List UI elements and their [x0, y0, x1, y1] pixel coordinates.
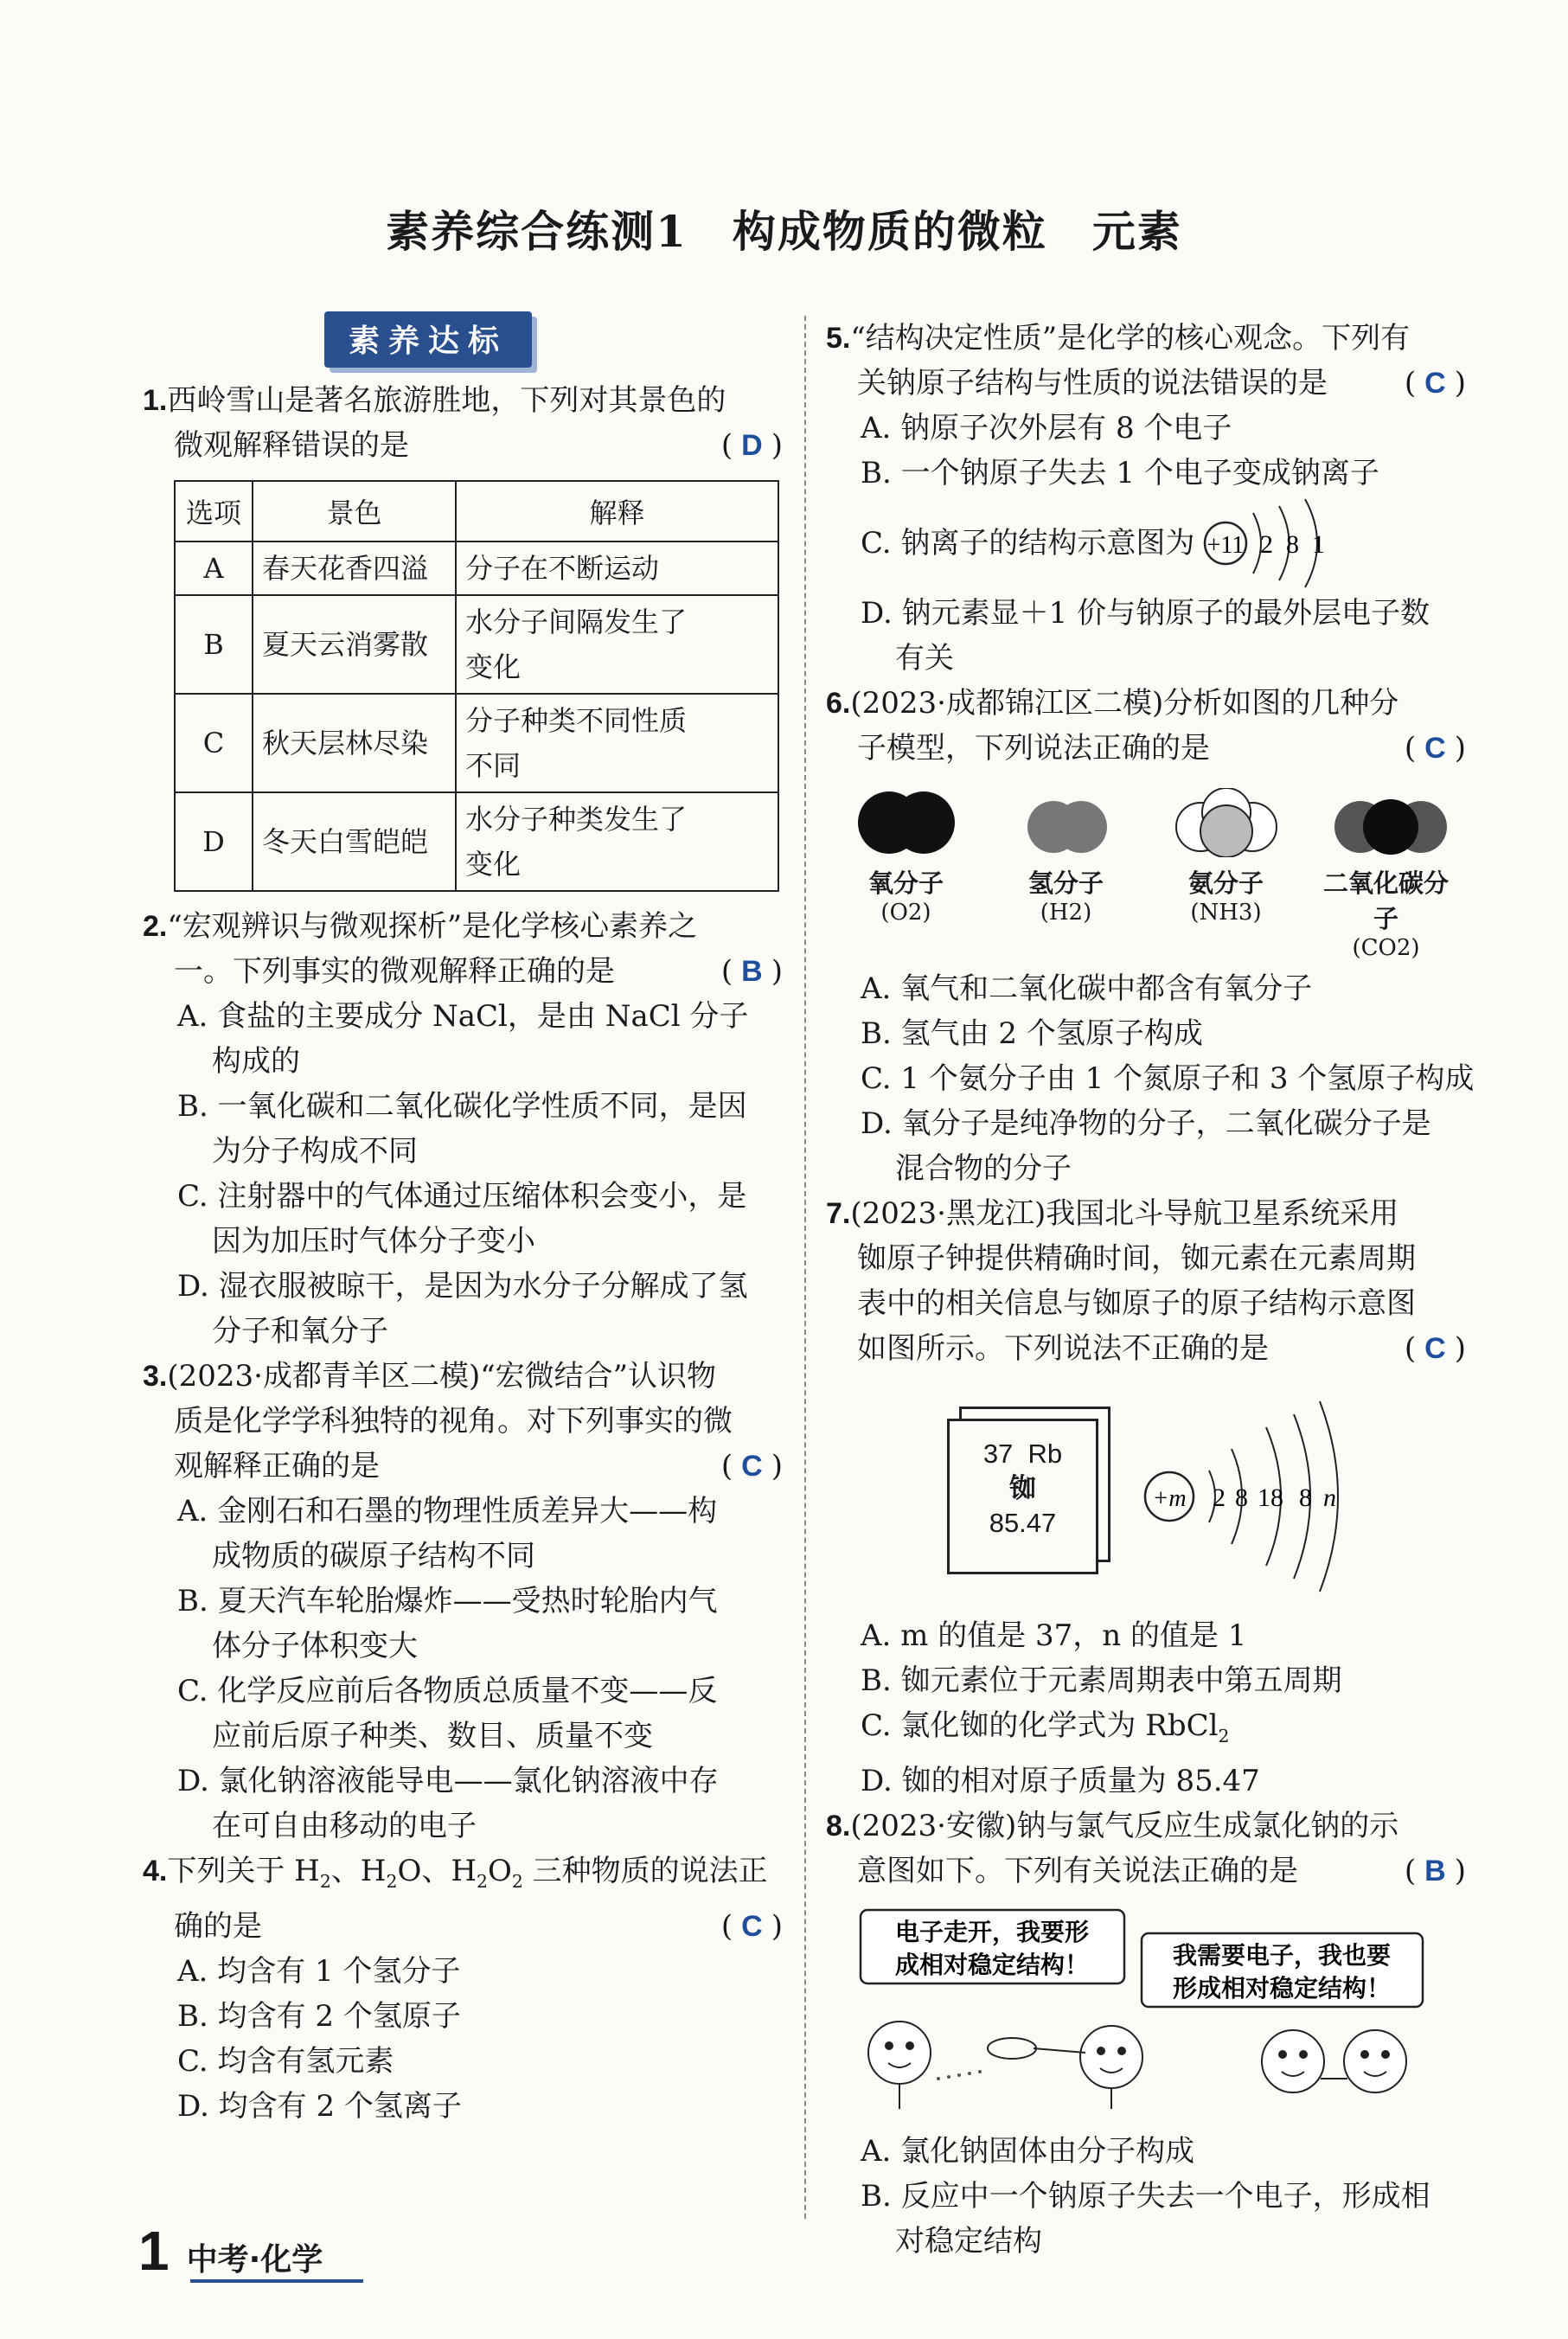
- question-2: 2.“宏观辨识与微观探析”是化学核心素养之 一。下列事实的微观解释正确的是 ( B ) A. 食盐的主要成分 NaCl，是由 NaCl 分子 构成的 B. 一氧化碳和二氧化碳化学性质不同，是因 为分子构成不同 C. 注射器中的气体通过压缩体积会变小，是 因为加压时气体分子变小 D. 湿衣服被晾干，是因为水分子分解成了氢 分子和氧分子: [143, 909, 783, 1349]
- q8-option-b: B. 反应中一个钠原子失去一个电子，形成相: [861, 2178, 1430, 2214]
- page-title: 素养综合练测1 构成物质的微粒 元素: [386, 206, 1182, 257]
- svg-text:18: 18: [1258, 1484, 1283, 1512]
- table-row: B 夏天云消雾散 水分子间隔发生了 变化: [175, 595, 778, 694]
- question-4: 4.下列关于 $H_2$、$H_2O$、$H_2O_2$ 三种物质的说法正 确的是 ( C ) A. 均含有 1 个氢分子 B. 均含有 2 个氢原子 C. 均含有氢元素 D. 均含有 2 个氢离子: [143, 1849, 783, 2129]
- table-row: A 春天花香四溢 分子在不断运动: [175, 541, 778, 595]
- q6-option-b: B. 氢气由 2 个氢原子构成: [861, 1016, 1203, 1051]
- svg-text:+11: +11: [1207, 532, 1245, 559]
- q2-answer: ( B ): [720, 954, 783, 989]
- q5-answer: ( C ): [1404, 366, 1466, 401]
- q5-option-b: B. 一个钠原子失去 1 个电子变成钠离子: [861, 456, 1379, 490]
- q1-table: [174, 480, 779, 892]
- svg-text:1: 1: [1312, 530, 1326, 559]
- column-divider: [804, 316, 806, 2219]
- table-header: 解释: [456, 481, 778, 541]
- svg-text:2: 2: [1213, 1484, 1226, 1512]
- svg-text:形成相对稳定结构！: 形成相对稳定结构！: [1172, 1973, 1392, 2003]
- q2-option-b: B. 一氧化碳和二氧化碳化学性质不同，是因: [177, 1089, 747, 1124]
- svg-text:8: 8: [1299, 1484, 1312, 1512]
- carbon-dioxide-molecule: 二氧化碳分子 (CO2): [1317, 788, 1456, 961]
- table-header: 选项: [175, 481, 253, 541]
- svg-text:8: 8: [1235, 1484, 1248, 1512]
- table-row: C 秋天层林尽染 分子种类不同性质 不同: [175, 694, 778, 792]
- q7-option-d: D. 铷的相对原子质量为 85.47: [861, 1763, 1260, 1798]
- q3-answer: ( C ): [720, 1449, 783, 1484]
- svg-text:n: n: [1323, 1484, 1336, 1512]
- svg-text:2: 2: [1260, 530, 1274, 559]
- question-7: 7.(2023·黑龙江)我国北斗导航卫星系统采用 铷原子钟提供精确时间，铷元素在元素周期 表中的相关信息与铷原子的原子结构示意图 如图所示。下列说法不正确的是 ( C ) 37 Rb 铷 85.47 +m 2 8 18 8 n A. m 的值是 37，n 的值是 1 B. 铷元素位于元素周期表中第五周期 C. 氯化铷的化学式为 RbCl$_2$ D. 铷的相对原子质量为 85.47: [826, 1191, 1466, 1804]
- q2-option-c: C. 注射器中的气体通过压缩体积会变小，是: [177, 1179, 747, 1214]
- q8-answer: ( B ): [1404, 1853, 1466, 1888]
- q2-option-d: D. 湿衣服被晾干，是因为水分子分解成了氢: [177, 1269, 748, 1304]
- page-number: 1: [138, 2220, 170, 2282]
- q3-option-a: A. 金刚石和石墨的物理性质差异大——构: [177, 1494, 718, 1528]
- q5-option-a: A. 钠原子次外层有 8 个电子: [861, 411, 1232, 445]
- hydrogen-molecule: 氢分子 (H2): [997, 788, 1136, 961]
- question-5: 5.“结构决定性质”是化学的核心观念。下列有 关钠原子结构与性质的说法错误的是 ( C ) A. 钠原子次外层有 8 个电子 B. 一个钠原子失去 1 个电子变成钠离子 C. 钠离子的结构示意图为 +11 2 8 1 D. 钠元素显＋1 价与钠原子的最外层电子数 有关: [826, 321, 1466, 676]
- sodium-ion-structure-diagram: [1200, 496, 1347, 591]
- q4-option-a: A. 均含有 1 个氢分子: [177, 1953, 461, 1989]
- q6-option-d: D. 氧分子是纯净物的分子，二氧化碳分子是: [861, 1106, 1431, 1141]
- q5-option-d: D. 钠元素显＋1 价与钠原子的最外层电子数: [861, 596, 1430, 631]
- q1-stem-line2: 微观解释错误的是: [174, 428, 409, 463]
- ammonia-molecule: 氨分子 (NH3): [1157, 788, 1296, 961]
- question-1: [143, 378, 783, 892]
- q7-answer: ( C ): [1404, 1331, 1466, 1366]
- q3-option-c: C. 化学反应前后各物质总质量不变——反: [177, 1674, 718, 1708]
- q7-option-c: C. 氯化铷的化学式为 RbCl$_2$: [861, 1708, 1230, 1746]
- q7-option-b: B. 铷元素位于元素周期表中第五周期: [861, 1663, 1342, 1698]
- q5-option-c: C. 钠离子的结构示意图为 +11 2 8 1: [826, 496, 1466, 591]
- q8-option-a: A. 氯化钠固体由分子构成: [861, 2133, 1195, 2169]
- periodic-table-cell: 37 Rb 铷 85.47: [947, 1419, 1098, 1574]
- book-title: 中考·化学: [186, 2242, 323, 2278]
- q4-option-b: B. 均含有 2 个氢原子: [177, 1998, 461, 2034]
- q1-answer: ( D ): [720, 428, 783, 463]
- molecule-models: [826, 788, 1466, 961]
- sodium-chlorine-cartoon: [826, 1906, 1466, 2113]
- question-8: 8.(2023·安徽)钠与氯气反应生成氯化钠的示 意图如下。下列有关说法正确的是 ( B ) 电子走开，我要形 成相对稳定结构！ 我需要电子，我也要 形成相对稳定结构！ A. 氯化钠固体由分子构成 B. 反应中一个钠原子失去一个电子，形成相 对稳定结构: [826, 1808, 1466, 2259]
- question-3: 3.(2023·成都青羊区二模)“宏微结合”认识物 质是化学学科独特的视角。对下列事实的微 观解释正确的是 ( C ) A. 金刚石和石墨的物理性质差异大——构 成物质的碳原子结构不同 B. 夏天汽车轮胎爆炸——受热时轮胎内气 体分子体积变大 C. 化学反应前后各物质总质量不变——反 应前后原子种类、数目、质量不变 D. 氯化钠溶液能导电——氯化钠溶液中存 在可自由移动的电子: [143, 1359, 783, 1843]
- q4-option-c: C. 均含有氢元素: [177, 2043, 394, 2079]
- left-column: [143, 311, 783, 2129]
- oxygen-molecule: 氧分子 (O2): [837, 788, 976, 961]
- q3-option-b: B. 夏天汽车轮胎爆炸——受热时轮胎内气: [177, 1584, 718, 1618]
- rubidium-figure: [947, 1397, 1466, 1596]
- svg-text:8: 8: [1286, 530, 1300, 559]
- q1-stem-line1: 西岭雪山是著名旅游胜地，下列对其景色的: [167, 383, 726, 418]
- q6-option-c: C. 1 个氨分子由 1 个氮原子和 3 个氢原子构成: [861, 1061, 1475, 1096]
- footer-underline: [190, 2279, 363, 2283]
- q4-answer: ( C ): [720, 1908, 783, 1944]
- q2-option-a: A. 食盐的主要成分 NaCl，是由 NaCl 分子: [177, 999, 749, 1034]
- svg-text:+m: +m: [1152, 1485, 1187, 1512]
- svg-text:电子走开，我要形: 电子走开，我要形: [894, 1917, 1090, 1946]
- rubidium-atom-structure-diagram: [1142, 1397, 1366, 1596]
- q7-option-a: A. m 的值是 37，n 的值是 1: [861, 1618, 1247, 1653]
- question-6: 6.(2023·成都锦江区二模)分析如图的几种分 子模型，下列说法正确的是 ( C ) 氧分子 (O2) 氢分子 (H2) 氨分子 (NH3) 二氧化碳分子 (CO2) A. 氧气和二氧化碳中都含有氧分子 B. 氢气由 2 个氢原子构成 C. 1 个氨分子由 1 个氮原子和 3 个氢原子构成 D. 氧分子是纯净物的分子，二氧化碳分子是 混合物的分子: [826, 686, 1475, 1186]
- q4-option-d: D. 均含有 2 个氢离子: [177, 2088, 462, 2124]
- svg-text:我需要电子，我也要: 我需要电子，我也要: [1172, 1940, 1392, 1970]
- q3-option-d: D. 氯化钠溶液能导电——氯化钠溶液中存: [177, 1764, 719, 1798]
- right-column: [826, 316, 1475, 2264]
- table-header: 景色: [253, 481, 456, 541]
- table-row: D 冬天白雪皑皑 水分子种类发生了 变化: [175, 792, 778, 891]
- page-footer: [138, 2219, 323, 2283]
- q1-number: 1.: [143, 384, 168, 417]
- q6-option-a: A. 氧气和二氧化碳中都含有氧分子: [861, 971, 1313, 1006]
- svg-text:成相对稳定结构！: 成相对稳定结构！: [894, 1950, 1090, 1979]
- section-banner: 素养达标: [324, 311, 532, 368]
- q6-answer: ( C ): [1404, 731, 1466, 766]
